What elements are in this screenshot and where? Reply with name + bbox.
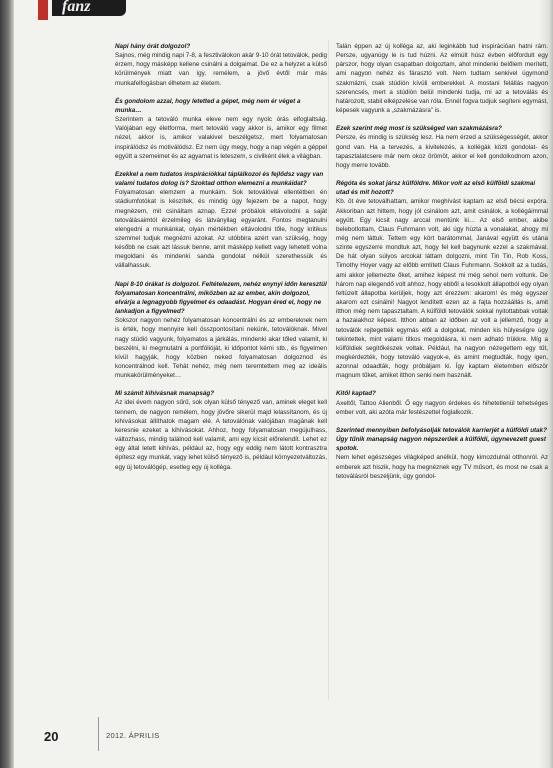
interview-question: Mi számít kihívásnak manapság? xyxy=(115,390,215,398)
paragraph-gap xyxy=(336,115,548,124)
interview-answer: Talán éppen az új kolléga az, aki leginkább tud inspirációan hatni rám. Persze, ugyanúgy le is tud húzni. Az elmúlt húsz évben előfordult egy párszor, hogy olyan csapatban dolgoztam, ahol mindenki belőlem merített, ami nagyon nehéz és fárasztó volt. Nem tudtam senkivel úgymond szakmázni, csak stúdión kívüli emberekkel. A mostani felállás nagyon szerencsés, mert a stúdión belül mindenki tudja, mi az a tetoválás és határozott, stabil elképzelése van róla. Ennél fogva tudjuk segíteni egymást, képesek vagyunk a „szakmázásra” is. xyxy=(336,43,548,115)
paragraph-gap xyxy=(115,88,327,97)
paragraph-gap xyxy=(115,271,327,280)
paragraph-gap xyxy=(336,380,548,389)
interview-answer: Az idei évem nagyon sűrű, sok olyan külső tényező van, aminek eleget kell tennem, de nagyon remélem, hogy jövőre sikerül majd lelassítanom, és új kihívásokat állíthatok magam elé. A tetoválónak valójában magának kell keresnie ezeket a kihívásokat. Ahhoz, hogy folyamatosan megújulhass, változhass, mindig találnod kell valamit, ami egy kicsit előrelendít. Lehet ez egy által letett kihívás, például az, hogy egy eddig nem látott kontrasztra építesz egy munkát, vagy lehet külső tényező is, például környezetváltozás, egy új tetoválógép, esetleg egy új kolléga. xyxy=(115,399,327,471)
interview-answer: Nem lehet egészséges világképed anélkül, hogy kimozdulnál otthonról. Az emberek azt hiszik, hogy ha megnéznek egy TV műsort, és most ne csak a tetoválásról beszéljünk, úgy gondol- xyxy=(336,454,548,480)
interview-answer: Folyamatosan elemzem a munkáim. Sok tetoválóval ellentétben én stádiumfotókat is készítek, és mindig úgy fejezem be a napot, hogy megnézem, mit csináltam aznap. Ezzel próbálok eltávolodni a saját tetoválásaimtól érzelmileg és látványilag egyaránt. Fontos megtanulni elengedni a munkánkat, olyan mértékben eltávolodni tőle, hogy kritikus szemmel tudjuk megnézni azokat. Az utóbbira azért van szükség, hogy később ne csak azt lássuk benne, amit másképp kellett vagy lehetett volna megoldani és mindenki sanda gondolat nélkül szerethessük és vállalhassuk. xyxy=(115,189,327,270)
interview-question: Régóta és sokat jársz külföldre. Mikor volt az első külföldi szakmai utad és mit hozott? xyxy=(336,180,536,197)
interview-question: És gondolom azzal, hogy letetted a gépet, még nem ér véget a munka… xyxy=(115,97,301,114)
red-tab-marker xyxy=(38,0,48,20)
interview-answer: Persze, és mindig is szükség lesz. Ha nem érzed a szükségességét, akkor gond van. Ha a tervezés, a kivitelezés, a kollégák közti gondolat- és tapasztalatcsere már nem okoz örömöt, akkor el kell gondolkodnom azon, hogy merre tovább. xyxy=(336,134,548,169)
paragraph-gap xyxy=(336,417,548,426)
interview-question: Szerinted mennyiben befolyásolják tetoválók karrierjét a külföldi utak? Úgy tűnik manapság nagyon népszerűek a külföldi, úgynevezett guest spotok. xyxy=(336,426,548,453)
binding-shadow xyxy=(0,0,14,768)
interview-question: Napi hány órát dolgozol? xyxy=(115,43,191,50)
interview-answer: Kb. öt éve tetoválhattam, amikor meghívást kaptam az első bécsi expóra. Akkoriban azt hittem, hogy jól csinálom azt, amit csinálok, a kollégáimmal együtt. Egy kicsit nagy arccal mentünk ki… Az első ember, akibe belebotlottam, Claus Fuhrmann volt, aki úgy húzta a vonalakat, ahogy mi még nem láttuk. Tettem egy kört barátommal, Janával együtt és utána szinte egyszerre mondtuk azt, hogy fel kell bagynunk ezzel a szakmával. De hát olyan súlyos arcokat láttam dolgozni, mint Tin Tin, Rob Koss, Timothy Hoyer vagy az előbb említett Claus Fuhrmann. Sokkolt az a tudás, ami akkor jellemezte őket, amihez képest mi még sehol nem voltunk. De három nap elegendő volt ahhoz, hogy ebből a lesokkolt állapotból egy olyan feltüzelt állapotba kerüljek, hogy azt érezzem: akarom! és még egyszer akarom ezt csinálni! Nagyot lendített ezen az a fajta hozzáállás is, amit itthon még nem tapasztaltam. A külföldi tetoválók sokkal nyitottabbak voltak a hazaiakhoz képest. Itthon abban az időben az volt a jellemző, hogy a tetoválók rejtegették egymás elől a dolgokat, minden kis hülyeségre úgy tekintettek, mint valami titkos megoldásra, ki nem adható trükkre. Míg a külföldiek segítőkészek voltak. Például, ha nagyon nézegettem egy tűt, megkérdezték, hogy tetováló vagyok-e, és amint megtudták, hogy igen, azonnal odaadták, hogy próbáljam ki. Így kaptam életemben először magnum tűket, amiket itthon senki nem használt. xyxy=(336,198,548,380)
paragraph-gap xyxy=(115,380,327,389)
column-divider xyxy=(328,40,329,700)
magazine-logo: fanz xyxy=(52,0,126,16)
page-number: 20 xyxy=(44,729,59,744)
interview-question: Ezek szerint még most is szükséged van szakmázásra? xyxy=(336,125,502,133)
paragraph-gap xyxy=(336,170,548,179)
interview-question: Kitől kaptad? xyxy=(336,390,376,398)
left-text-column xyxy=(115,42,327,472)
interview-answer: Szerintem a tetováló munka eleve nem egy nyolc órás elfoglaltság. Valójában egy életforma, mert tetováló vagy akkor is, amikor egy filmet nézel, akkor is, amikor valakivel beszélgetsz, mert folyamatosan inspirálódsz és motiválódsz. Ez nem úgy megy, hogy a nap végén a géppel együtt a szemeimet és az agyamat is leteszem, s civilként élek a világban. xyxy=(115,116,327,160)
interview-answer: Sajnos, még mindig napi 7-8, a fesztiválokon akár 9-10 órát tetoválok, pedig érzem, hogy másképp kellene csinálni a dolgaimat. De ez a helyzet a külső körülmények miatt van így, remélem, a jövő évtől már más munkafelfogásban élhetem az életem. xyxy=(115,52,327,87)
interview-answer: Axeltől, Tattoo Alienből. Ő egy nagyon érdekes és hihetetlenül tehetséges ember volt, aki azóta már festészettel foglalkozik. xyxy=(336,399,548,416)
issue-date: 2012. ÁPRILIS xyxy=(106,731,160,740)
paragraph-gap xyxy=(115,161,327,170)
interview-answer: Sokszor nagyon nehéz folyamatosan koncentrálni és az embereknek nem is érték, hogy mennyire kell összpontosítani nekünk, tetoválóknak. Mivel nagy stúdió vagyunk, folyamatos a járkálás, mindenki akar tőled valamit, ki beszélni, ki megmutatni a portfólióját, ki időpontot kérni stb., és figyelmen kívül hagyják, hogy közben neked folyamatosan dolgoznod és koncentrálnod kell. Tehát nehéz, még nem teremtettem meg az ideális munkakörülményeket… xyxy=(115,317,327,380)
interview-question: Ezekkel a nem tudatos inspirációkkal táplálkozol és fejlődsz vagy van valami tudatos dolog is? Szoktad otthon elemezni a munkáidat? xyxy=(115,170,324,188)
interview-question: Napi 8-10 órákat is dolgozol. Feltételezem, nehéz enynyi időn keresztül folyamatosan koncentrálni, miközben az az ember, akin dolgozol, elvárja a legnagyobb figyelmet és odaadást. Hogyan éred el, hogy ne lankadjon a figyelmed? xyxy=(115,280,327,316)
right-text-column xyxy=(336,42,548,481)
footer-divider xyxy=(98,717,99,751)
